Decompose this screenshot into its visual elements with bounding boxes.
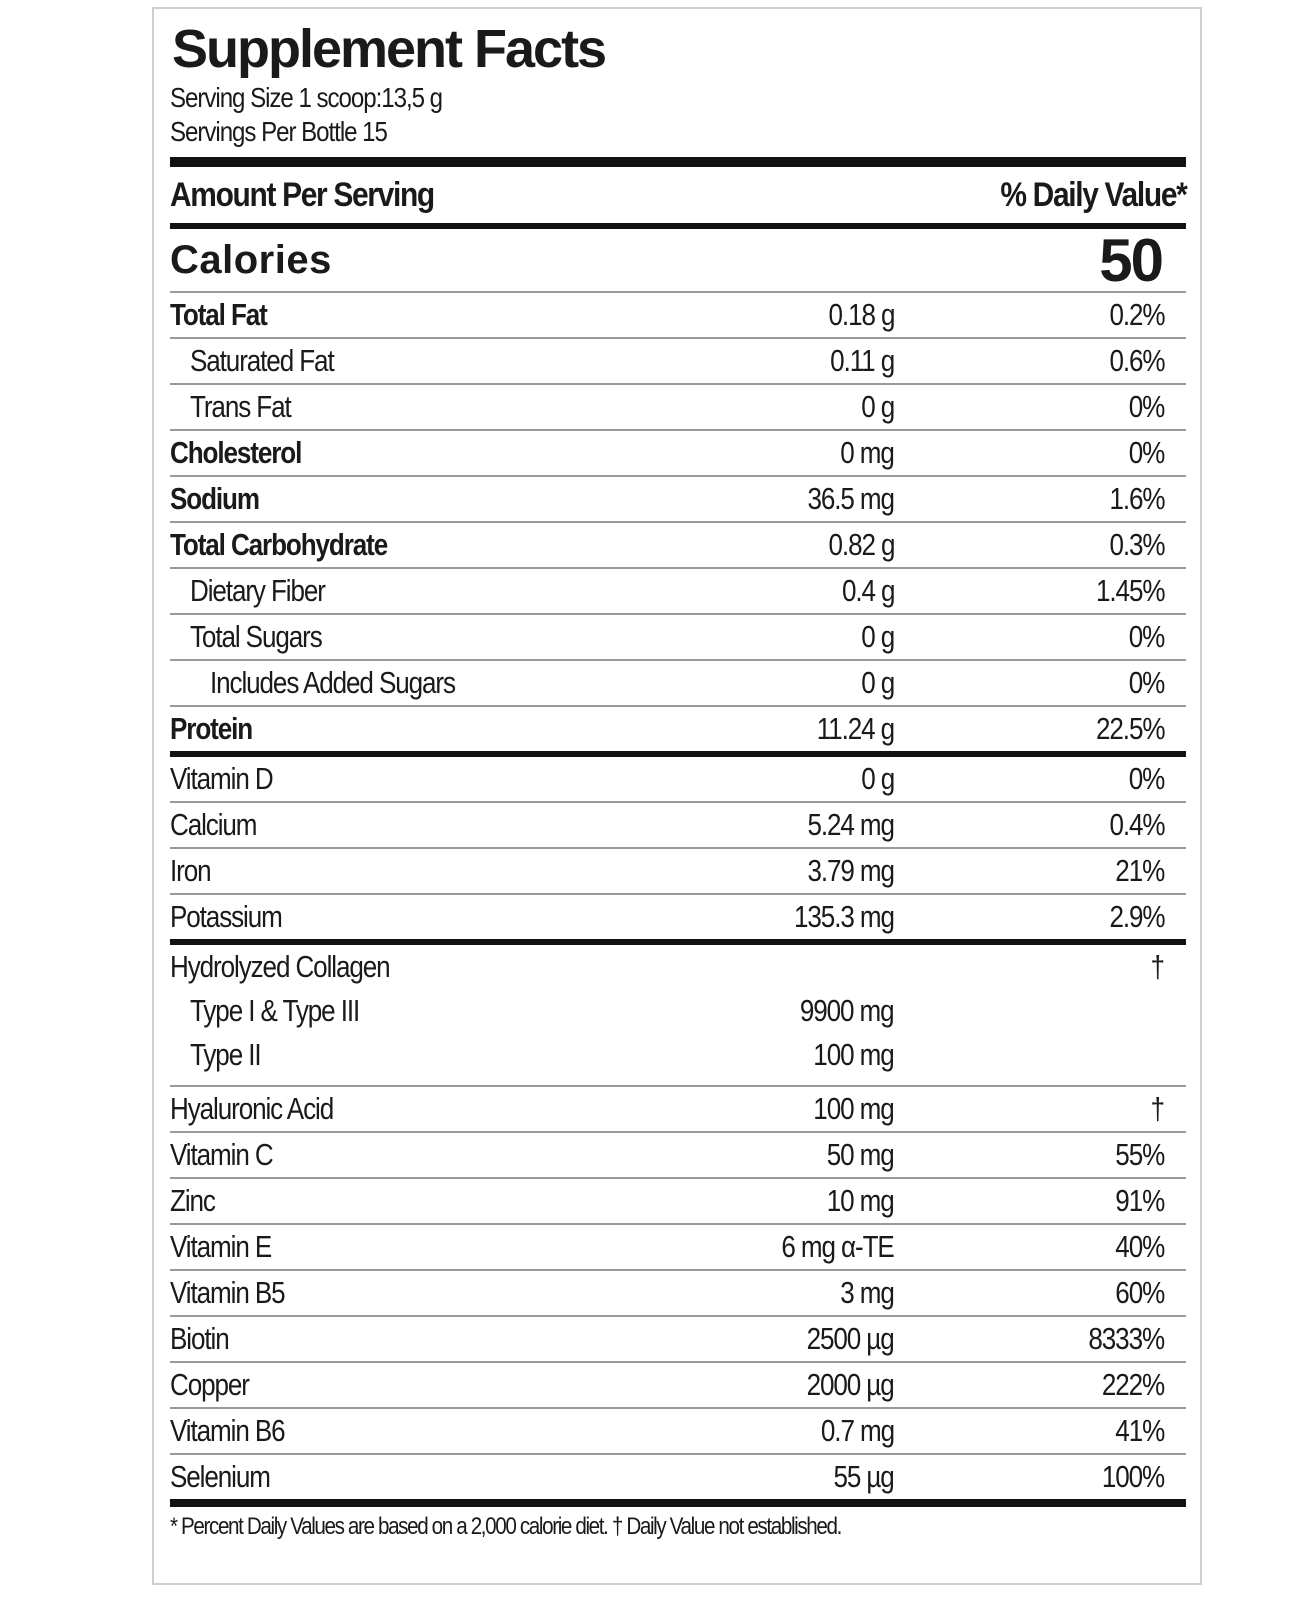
nutrient-section-minerals	[170, 757, 1186, 939]
nutrient-amount: 0 mg	[840, 435, 894, 470]
nutrient-dv: 100%	[1101, 1459, 1164, 1494]
nutrient-amount: 2500 µg	[806, 1321, 894, 1356]
nutrient-amount: 5.24 mg	[807, 807, 894, 842]
label-title: Supplement Facts	[172, 19, 606, 79]
nutrient-dv: 0.6%	[1109, 343, 1164, 378]
nutrient-name: Vitamin B5	[170, 1275, 285, 1310]
nutrient-row	[170, 803, 1186, 847]
nutrient-amount: 135.3 mg	[794, 899, 894, 934]
nutrient-name: Zinc	[170, 1183, 215, 1218]
calories-label: Calories	[170, 237, 332, 282]
nutrient-amount: 55 µg	[833, 1459, 894, 1494]
nutrient-name: Vitamin C	[170, 1137, 273, 1172]
nutrient-dv: 0%	[1128, 435, 1164, 470]
nutrient-dv: 41%	[1115, 1413, 1164, 1448]
nutrient-name: Saturated Fat	[190, 343, 334, 378]
label-content	[170, 17, 1186, 1547]
nutrient-name: Selenium	[170, 1459, 270, 1494]
nutrient-amount: 0.18 g	[828, 297, 894, 332]
nutrient-amount: 0.7 mg	[820, 1413, 894, 1448]
nutrient-name: Total Sugars	[190, 619, 322, 654]
nutrient-dv: 0%	[1128, 665, 1164, 700]
nutrient-dv: 0%	[1128, 389, 1164, 424]
nutrient-name: Type I & Type III	[190, 993, 360, 1028]
nutrient-row	[170, 1317, 1186, 1361]
nutrient-row	[170, 1087, 1186, 1131]
nutrient-dv: †	[1150, 949, 1164, 984]
nutrient-name: Iron	[170, 853, 211, 888]
nutrient-amount: 100 mg	[813, 1037, 894, 1072]
nutrient-section-other	[170, 1087, 1186, 1499]
nutrient-dv: 0.3%	[1109, 527, 1164, 562]
calories-row	[170, 226, 1186, 294]
nutrient-row	[170, 293, 1186, 337]
nutrient-amount: 50 mg	[827, 1137, 894, 1172]
nutrient-amount: 2000 µg	[806, 1367, 894, 1402]
collagen-sub-row	[170, 989, 1186, 1033]
nutrient-dv: 1.45%	[1095, 573, 1164, 608]
collagen-sub-row	[170, 1033, 1186, 1077]
nutrient-row	[170, 385, 1186, 429]
nutrient-amount: 9900 mg	[800, 993, 894, 1028]
nutrient-amount: 36.5 mg	[807, 481, 894, 516]
nutrient-name: Protein	[170, 711, 253, 746]
nutrient-row	[170, 1133, 1186, 1177]
nutrient-row	[170, 757, 1186, 801]
collagen-row	[170, 945, 1186, 989]
nutrient-name: Vitamin B6	[170, 1413, 285, 1448]
nutrient-row	[170, 569, 1186, 613]
nutrient-row	[170, 661, 1186, 705]
footnote: * Percent Daily Values are based on a 2,000 calorie diet. † Daily Value not established.	[170, 1513, 841, 1540]
nutrient-name: Vitamin D	[170, 761, 273, 796]
nutrient-name: Sodium	[170, 481, 259, 516]
nutrient-name: Cholesterol	[170, 435, 302, 470]
nutrient-amount: 0 g	[861, 761, 894, 796]
nutrient-name: Total Fat	[170, 297, 267, 332]
nutrient-name: Copper	[170, 1367, 249, 1402]
nutrient-amount: 3 mg	[840, 1275, 894, 1310]
nutrient-name: Trans Fat	[190, 389, 291, 424]
nutrient-dv: 2.9%	[1109, 899, 1164, 934]
nutrient-amount: 0 g	[861, 389, 894, 424]
nutrient-row	[170, 1225, 1186, 1269]
nutrient-dv: 0%	[1128, 761, 1164, 796]
amount-per-serving-label: Amount Per Serving	[170, 175, 434, 214]
nutrient-amount: 0.11 g	[830, 343, 894, 378]
nutrient-amount: 0.82 g	[828, 527, 894, 562]
nutrient-row	[170, 1179, 1186, 1223]
calories-value: 50	[1099, 226, 1162, 294]
nutrient-dv: 60%	[1115, 1275, 1164, 1310]
nutrient-dv: 0%	[1128, 619, 1164, 654]
nutrient-amount: 11.24 g	[816, 711, 894, 746]
nutrient-amount: 0 g	[861, 665, 894, 700]
nutrient-name: Potassium	[170, 899, 282, 934]
nutrient-dv: 40%	[1115, 1229, 1164, 1264]
amount-header	[170, 167, 1186, 223]
nutrient-name: Calcium	[170, 807, 257, 842]
nutrient-section-macros	[170, 293, 1186, 751]
thick-divider	[170, 157, 1186, 167]
nutrient-name: Dietary Fiber	[190, 573, 325, 608]
thick-divider	[170, 1499, 1186, 1507]
nutrient-amount: 6 mg α-TE	[781, 1229, 894, 1264]
nutrient-row	[170, 1455, 1186, 1499]
nutrient-dv: 0.4%	[1109, 807, 1164, 842]
nutrient-dv: 222%	[1101, 1367, 1164, 1402]
nutrient-row	[170, 339, 1186, 383]
nutrient-amount: 10 mg	[827, 1183, 894, 1218]
nutrient-row	[170, 1271, 1186, 1315]
collagen-block	[170, 945, 1186, 1085]
nutrient-amount: 3.79 mg	[807, 853, 894, 888]
nutrient-name: Total Carbohydrate	[170, 527, 388, 562]
nutrient-row	[170, 523, 1186, 567]
supplement-facts-panel	[152, 7, 1202, 1585]
nutrient-dv: †	[1150, 1091, 1164, 1126]
nutrient-dv: 55%	[1115, 1137, 1164, 1172]
nutrient-name: Biotin	[170, 1321, 229, 1356]
nutrient-row	[170, 431, 1186, 475]
nutrient-name: Includes Added Sugars	[210, 665, 455, 700]
nutrient-dv: 91%	[1115, 1183, 1164, 1218]
nutrient-row	[170, 1409, 1186, 1453]
serving-size: Serving Size 1 scoop:13,5 g	[170, 82, 442, 113]
nutrient-row	[170, 895, 1186, 939]
nutrient-dv: 1.6%	[1109, 481, 1164, 516]
nutrient-name: Type II	[190, 1037, 261, 1072]
nutrient-row	[170, 1363, 1186, 1407]
nutrient-dv: 22.5%	[1095, 711, 1164, 746]
nutrient-amount: 0.4 g	[841, 573, 894, 608]
nutrient-dv: 21%	[1115, 853, 1164, 888]
nutrient-dv: 8333%	[1088, 1321, 1164, 1356]
nutrient-name: Hyaluronic Acid	[170, 1091, 334, 1126]
nutrient-row	[170, 615, 1186, 659]
nutrient-row	[170, 477, 1186, 521]
nutrient-name: Hydrolyzed Collagen	[170, 949, 390, 984]
nutrient-name: Vitamin E	[170, 1229, 272, 1264]
nutrient-dv: 0.2%	[1109, 297, 1164, 332]
nutrient-amount: 0 g	[861, 619, 894, 654]
daily-value-header: % Daily Value*	[999, 175, 1186, 214]
servings-per-bottle: Servings Per Bottle 15	[170, 116, 387, 147]
nutrient-row	[170, 849, 1186, 893]
nutrient-row	[170, 707, 1186, 751]
nutrient-amount: 100 mg	[813, 1091, 894, 1126]
